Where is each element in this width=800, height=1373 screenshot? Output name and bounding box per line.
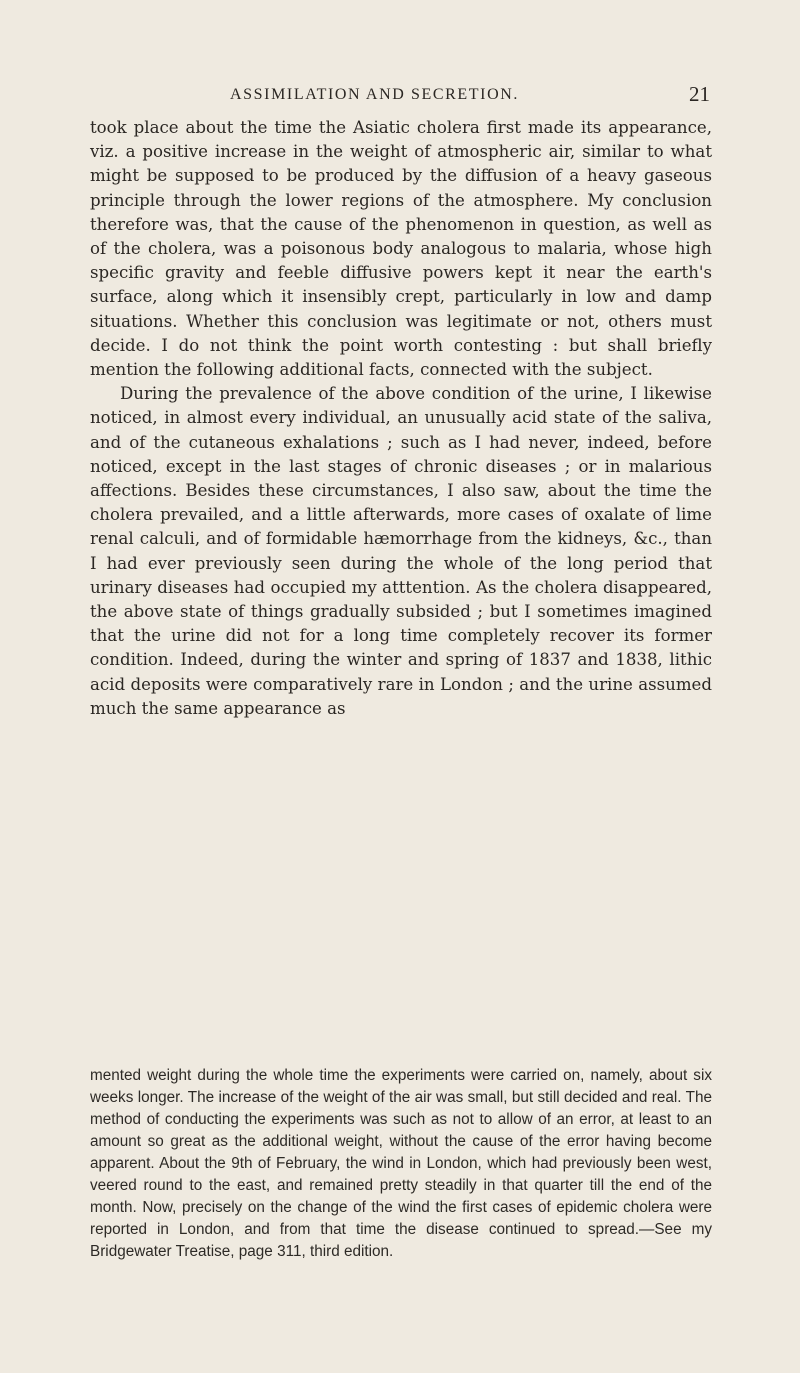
footnote: [90, 1065, 712, 1263]
paragraph-1: took place about the time the Asiatic cholera first made its appearance, viz. a positive increase in the weight of atmospheric air, similar to what might be supposed to be produced by the diffusion of a heavy gaseous principle through the lower regions of the atmosphere. My conclusion therefore was, that the cause of the phenomenon in question, as well as of the cholera, was a poisonous body analogous to malaria, whose high specific gravity and feeble diffusive powers kept it near the earth's surface, along which it insensibly crept, particularly in low and damp situations. Whether this conclusion was legitimate or not, others must decide. I do not think the point worth contesting : but shall briefly mention the following additional facts, connected with the subject.: [90, 118, 712, 380]
paragraph-2: During the prevalence of the above condition of the urine, I likewise noticed, in almost every individual, an unusually acid state of the saliva, and of the cutaneous exhalations ; such as I had never, indeed, before noticed, except in the last stages of chronic diseases ; or in malarious affections. Besides these circumstances, I also saw, about the time the cholera prevailed, and a little afterwards, more cases of oxalate of lime renal calculi, and of formidable hæmorrhage from the kidneys, &c., than I had ever previously seen during the whole of the long period that urinary diseases had occupied my atttention. As the cholera disappeared, the above state of things gradually subsided ; but I sometimes imagined that the urine did not for a long time completely recover its former condition. Indeed, during the winter and spring of 1837 and 1838, lithic acid deposits were comparatively rare in London ; and the urine assumed much the same appearance as: [90, 384, 712, 718]
main-text: [90, 116, 712, 721]
running-head: [230, 82, 710, 108]
running-title: ASSIMILATION AND SECRETION.: [230, 86, 519, 103]
footnote-text: mented weight during the whole time the experiments were carried on, namely, about six weeks longer. The increase of the weight of the air was small, but still decided and real. The method of conducting the experiments was such as not to allow of an error, at least to an amount so great as the additional weight, without the cause of the error having become apparent. About the 9th of February, the wind in London, which had previously been west, veered round to the east, and remained pretty steadily in that quarter till the end of the month. Now, precisely on the change of the wind the first cases of epidemic cholera were reported in London, and from that time the disease continued to spread.—See my Bridgewater Treatise, page 311, third edition.: [90, 1067, 712, 1260]
page-number: 21: [689, 82, 710, 106]
